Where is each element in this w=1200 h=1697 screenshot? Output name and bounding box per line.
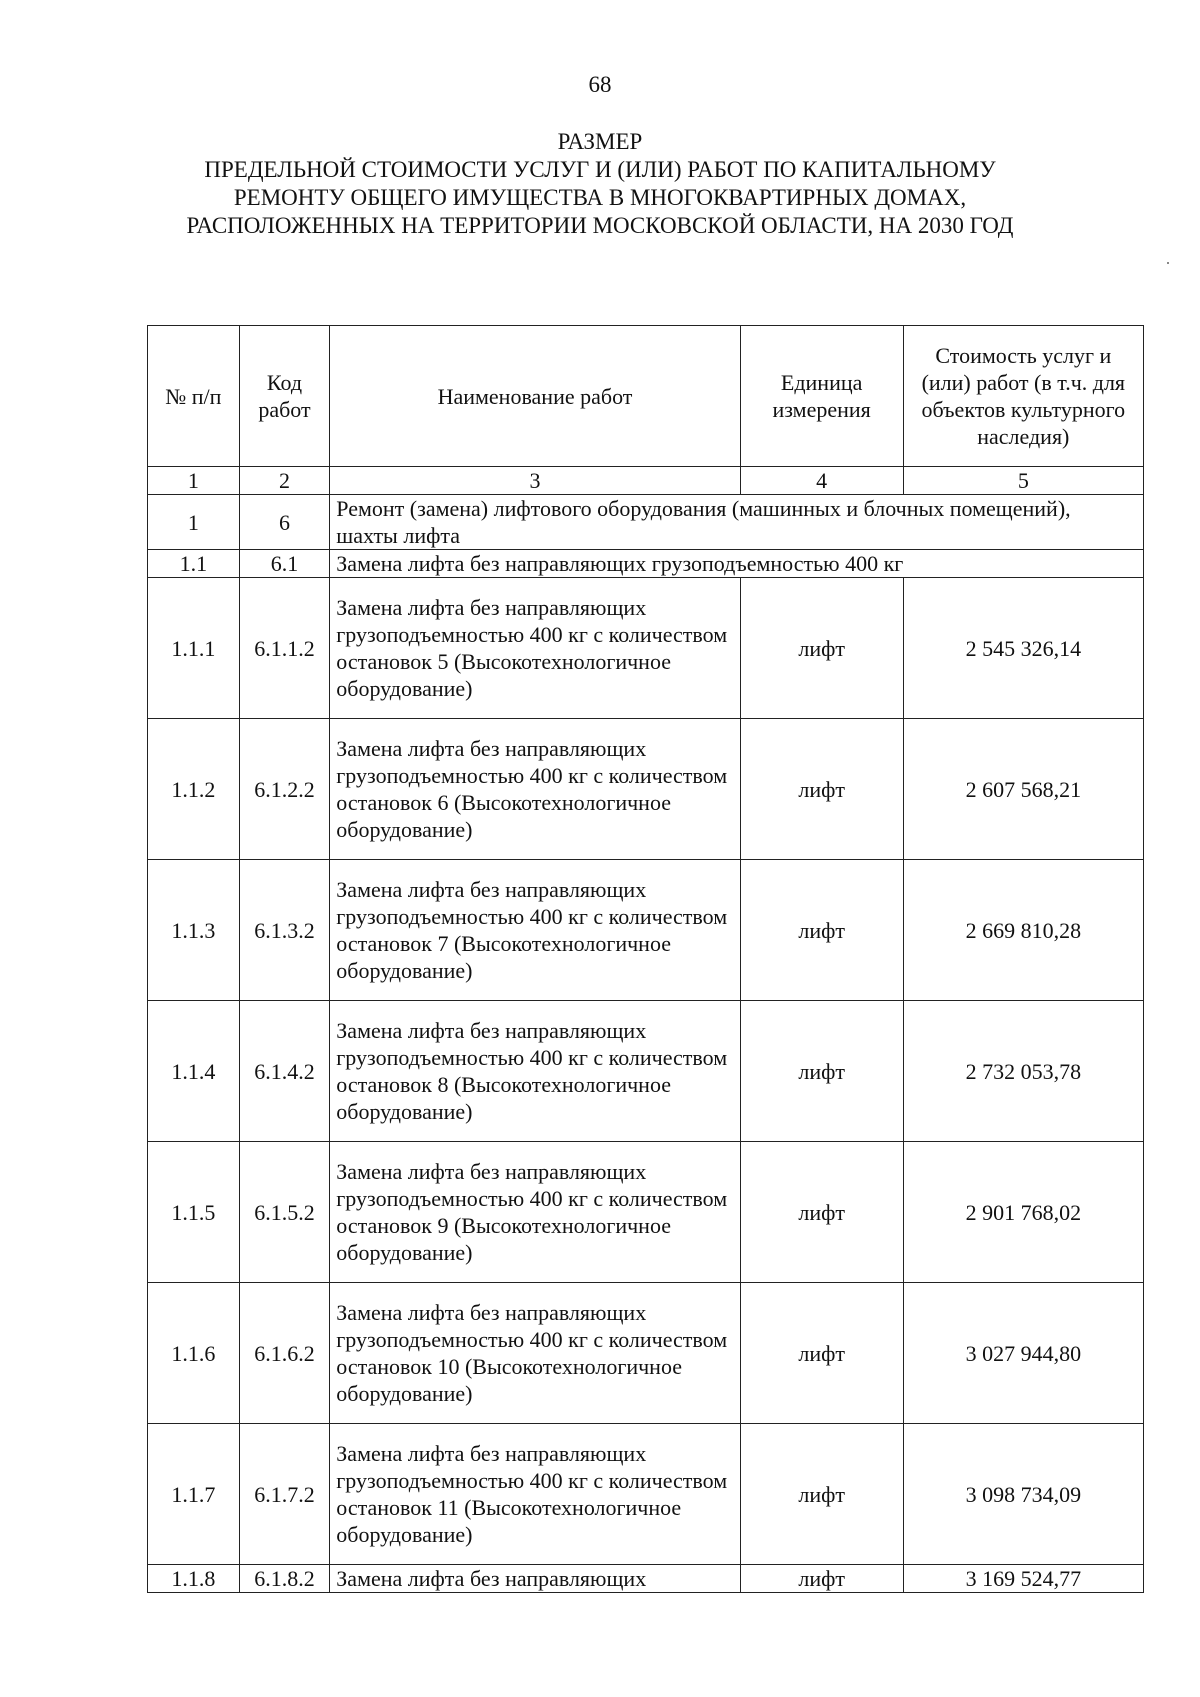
row-code: 6.1.3.2 xyxy=(239,860,330,1001)
header-unit: Единица измерения xyxy=(740,326,903,467)
row-unit: лифт xyxy=(740,1283,903,1424)
row-unit: лифт xyxy=(740,1424,903,1565)
title-line: ПРЕДЕЛЬНОЙ СТОИМОСТИ УСЛУГ И (ИЛИ) РАБОТ ПО КАПИТАЛЬНОМУ xyxy=(204,157,996,182)
row-num: 1.1.7 xyxy=(148,1424,240,1565)
column-number: 2 xyxy=(239,467,330,495)
row-num: 1.1.1 xyxy=(148,578,240,719)
title-line: РАСПОЛОЖЕННЫХ НА ТЕРРИТОРИИ МОСКОВСКОЙ ОБЛАСТИ, НА 2030 ГОД xyxy=(186,213,1014,238)
row-unit: лифт xyxy=(740,860,903,1001)
row-code: 6.1.6.2 xyxy=(239,1283,330,1424)
row-num: 1.1.2 xyxy=(148,719,240,860)
table-row xyxy=(148,860,1144,1001)
row-code: 6.1.4.2 xyxy=(239,1001,330,1142)
row-cost: 2 669 810,28 xyxy=(903,860,1143,1001)
column-number: 5 xyxy=(903,467,1143,495)
column-number-row xyxy=(148,467,1144,495)
table-row xyxy=(148,719,1144,860)
subsection-name: Замена лифта без направляющих грузоподъемностью 400 кг xyxy=(330,550,1144,578)
row-num: 1.1.3 xyxy=(148,860,240,1001)
row-name: Замена лифта без направляющих грузоподъемностью 400 кг с количеством остановок 7 (Высокотехнологичное оборудование) xyxy=(330,860,740,1001)
row-cost: 2 901 768,02 xyxy=(903,1142,1143,1283)
section-num: 1 xyxy=(148,495,240,550)
row-num: 1.1.4 xyxy=(148,1001,240,1142)
row-name: Замена лифта без направляющих грузоподъемностью 400 кг с количеством остановок 11 (Высокотехнологичное оборудование) xyxy=(330,1424,740,1565)
header-row xyxy=(148,326,1144,467)
table-row xyxy=(148,1283,1144,1424)
title-line: РАЗМЕР xyxy=(557,129,643,154)
subsection-row xyxy=(148,550,1144,578)
section-code: 6 xyxy=(239,495,330,550)
row-cost: 2 545 326,14 xyxy=(903,578,1143,719)
document-title xyxy=(0,128,1200,240)
row-cost: 2 732 053,78 xyxy=(903,1001,1143,1142)
row-cost: 3 169 524,77 xyxy=(903,1565,1143,1593)
title-line: РЕМОНТУ ОБЩЕГО ИМУЩЕСТВА В МНОГОКВАРТИРНЫХ ДОМАХ, xyxy=(233,185,967,210)
row-cost: 2 607 568,21 xyxy=(903,719,1143,860)
scan-speck xyxy=(1167,262,1169,264)
row-code: 6.1.7.2 xyxy=(239,1424,330,1565)
row-name: Замена лифта без направляющих грузоподъемностью 400 кг с количеством остановок 10 (Высокотехнологичное оборудование) xyxy=(330,1283,740,1424)
column-number: 4 xyxy=(740,467,903,495)
table-row xyxy=(148,1001,1144,1142)
table-row xyxy=(148,1424,1144,1565)
row-cost: 3 027 944,80 xyxy=(903,1283,1143,1424)
column-number: 1 xyxy=(148,467,240,495)
row-unit: лифт xyxy=(740,719,903,860)
row-name: Замена лифта без направляющих xyxy=(330,1565,740,1593)
row-name: Замена лифта без направляющих грузоподъемностью 400 кг с количеством остановок 6 (Высокотехнологичное оборудование) xyxy=(330,719,740,860)
header-name: Наименование работ xyxy=(330,326,740,467)
header-num: № п/п xyxy=(148,326,240,467)
subsection-code: 6.1 xyxy=(239,550,330,578)
table-row xyxy=(148,1565,1144,1593)
row-unit: лифт xyxy=(740,1142,903,1283)
row-code: 6.1.5.2 xyxy=(239,1142,330,1283)
row-code: 6.1.8.2 xyxy=(239,1565,330,1593)
row-num: 1.1.6 xyxy=(148,1283,240,1424)
row-name: Замена лифта без направляющих грузоподъемностью 400 кг с количеством остановок 8 (Высокотехнологичное оборудование) xyxy=(330,1001,740,1142)
section-name: Ремонт (замена) лифтового оборудования (машинных и блочных помещений), шахты лифта xyxy=(330,495,1144,550)
header-cost: Стоимость услуг и (или) работ (в т.ч. для объектов культурного наследия) xyxy=(903,326,1143,467)
row-num: 1.1.8 xyxy=(148,1565,240,1593)
row-name: Замена лифта без направляющих грузоподъемностью 400 кг с количеством остановок 9 (Высокотехнологичное оборудование) xyxy=(330,1142,740,1283)
table-row xyxy=(148,1142,1144,1283)
cost-table xyxy=(147,325,1144,1593)
row-num: 1.1.5 xyxy=(148,1142,240,1283)
subsection-num: 1.1 xyxy=(148,550,240,578)
table-row xyxy=(148,578,1144,719)
row-code: 6.1.1.2 xyxy=(239,578,330,719)
row-code: 6.1.2.2 xyxy=(239,719,330,860)
row-unit: лифт xyxy=(740,1565,903,1593)
page-number: 68 xyxy=(588,72,612,97)
column-number: 3 xyxy=(330,467,740,495)
row-unit: лифт xyxy=(740,578,903,719)
row-name: Замена лифта без направляющих грузоподъемностью 400 кг с количеством остановок 5 (Высокотехнологичное оборудование) xyxy=(330,578,740,719)
header-code: Код работ xyxy=(239,326,330,467)
section-row xyxy=(148,495,1144,550)
row-unit: лифт xyxy=(740,1001,903,1142)
row-cost: 3 098 734,09 xyxy=(903,1424,1143,1565)
